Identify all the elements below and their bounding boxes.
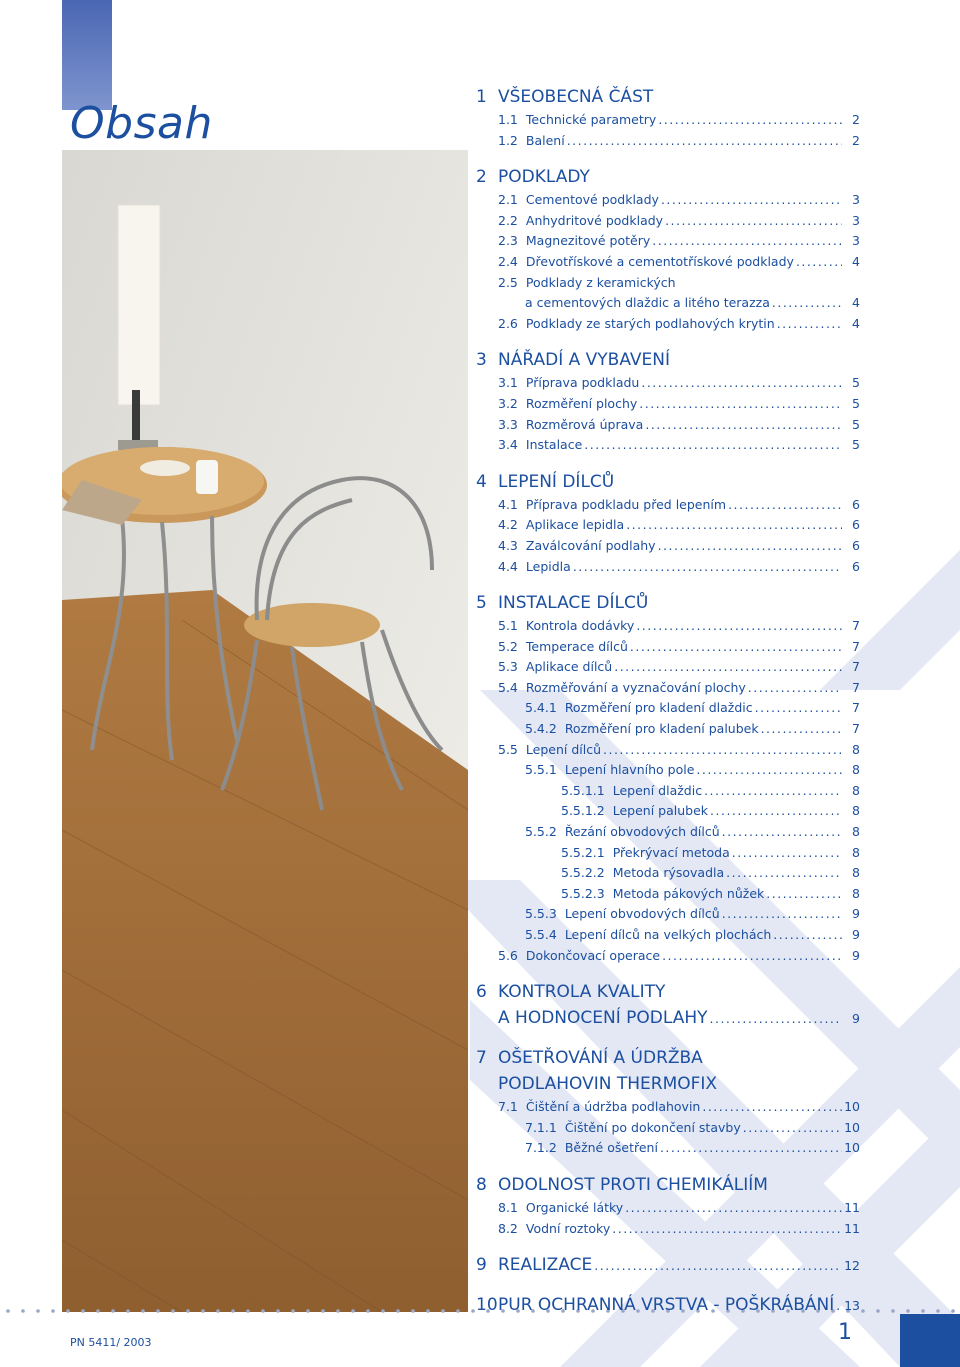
section-number: 5 — [476, 593, 487, 614]
section-number: 3 — [476, 350, 487, 371]
dot-leader — [652, 231, 842, 252]
dot-leader — [625, 1198, 842, 1219]
dot — [6, 1309, 10, 1313]
dot — [336, 1309, 340, 1313]
dot-leader — [743, 1118, 842, 1139]
toc-entry[interactable] — [476, 719, 860, 740]
toc-section — [476, 1292, 860, 1319]
entry-number: 5.5.2.1 — [561, 844, 605, 860]
entry-title: Technické parametry — [525, 112, 657, 127]
dot — [246, 1309, 250, 1313]
entry-number: 5.4 — [498, 679, 518, 695]
entry-title: Cementové podklady — [525, 192, 659, 208]
toc-entry[interactable] — [476, 536, 860, 557]
dot-leader — [645, 415, 842, 436]
dot-leader — [796, 252, 842, 273]
dot-leader — [639, 394, 842, 415]
page-ref: 6 — [852, 558, 860, 574]
entry-number: 4.4 — [498, 558, 518, 574]
dot-leader — [567, 131, 842, 152]
table-of-contents — [476, 84, 860, 1319]
toc-entry[interactable] — [476, 495, 860, 516]
toc-entry[interactable] — [476, 740, 860, 761]
page-ref: 12 — [844, 1258, 860, 1274]
page-ref: 11 — [844, 1199, 860, 1215]
toc-section-heading[interactable] — [476, 590, 860, 616]
dot-leader — [641, 373, 842, 394]
entry-number: 5.3 — [498, 659, 518, 675]
entry-title: Podklady ze starých podlahových krytin — [525, 315, 775, 331]
entry-number: 7.1.1 — [525, 1119, 557, 1135]
dot-leader — [777, 314, 842, 335]
section-number — [476, 1071, 498, 1097]
entry-number: 5.5 — [498, 741, 518, 757]
entry-number: 5.5.2.3 — [561, 885, 605, 901]
entry-title: Rozměřování a vyznačování plochy — [525, 679, 746, 695]
dot — [156, 1309, 160, 1313]
toc-entry[interactable] — [476, 616, 860, 637]
entry-number: 8.1 — [498, 1199, 518, 1215]
dot — [441, 1309, 445, 1313]
page-ref: 6 — [852, 517, 860, 533]
entry-title: Temperace dílců — [525, 638, 628, 654]
dot-leader — [661, 190, 842, 211]
entry-title: Běžné ošetření — [564, 1140, 658, 1156]
section-gap — [476, 1032, 860, 1045]
entry-number: 3.4 — [498, 437, 518, 453]
toc-entry[interactable] — [476, 863, 860, 884]
toc-section-heading[interactable] — [476, 1045, 860, 1071]
page-ref: 8 — [852, 803, 860, 819]
dot-leader — [704, 781, 842, 802]
page-ref: 8 — [852, 844, 860, 860]
dot — [351, 1309, 355, 1313]
dot — [306, 1309, 310, 1313]
section-title: PODKLADY — [498, 167, 590, 188]
dot — [201, 1309, 205, 1313]
entry-title: a cementových dlaždic a litého terazza — [525, 295, 770, 311]
page-ref: 3 — [852, 192, 860, 208]
dot-leader — [726, 863, 842, 884]
entry-number: 5.5.2 — [525, 824, 557, 840]
page-ref: 7 — [852, 679, 860, 695]
dot-leader — [630, 637, 842, 658]
toc-entry[interactable] — [476, 1118, 860, 1139]
dot-leader — [658, 110, 842, 131]
dot — [96, 1309, 100, 1313]
entry-title: Metoda rýsovadla — [612, 865, 725, 881]
toc-section-heading[interactable] — [476, 164, 860, 190]
toc-entry[interactable] — [476, 252, 860, 273]
section-gap — [476, 1279, 860, 1292]
entry-title: Aplikace lepidla — [525, 517, 625, 533]
section-gap — [476, 966, 860, 979]
page-ref: 5 — [852, 395, 860, 411]
toc-section — [476, 1045, 860, 1159]
dot-leader — [584, 435, 842, 456]
toc-entry[interactable] — [476, 1097, 860, 1118]
entry-title: Překrývací metoda — [612, 844, 730, 860]
toc-entry[interactable] — [476, 781, 860, 802]
dot — [21, 1309, 25, 1313]
dot-leader — [696, 760, 842, 781]
toc-section — [476, 979, 860, 1032]
dot — [411, 1309, 415, 1313]
dot-leader — [614, 657, 842, 678]
section-gap — [476, 151, 860, 164]
page-ref: 9 — [852, 1011, 860, 1027]
dot — [171, 1309, 175, 1313]
dot — [876, 1309, 880, 1313]
section-gap — [476, 334, 860, 347]
page-ref: 7 — [852, 700, 860, 716]
section-gap — [476, 1159, 860, 1172]
page-ref: 9 — [852, 947, 860, 963]
entry-title: Lepení obvodových dílců — [564, 906, 720, 922]
dot — [261, 1309, 265, 1313]
toc-entry[interactable] — [476, 760, 860, 781]
toc-section-heading[interactable] — [476, 1071, 860, 1097]
page-ref: 2 — [852, 132, 860, 148]
toc-entry[interactable] — [476, 946, 860, 967]
dot — [906, 1309, 910, 1313]
entry-number: 2.3 — [498, 233, 518, 249]
dot — [921, 1309, 925, 1313]
section-title: NÁŘADÍ A VYBAVENÍ — [498, 350, 670, 371]
entry-number: 7.1 — [498, 1099, 518, 1115]
dot — [381, 1309, 385, 1313]
dot — [111, 1309, 115, 1313]
toc-entry[interactable] — [476, 110, 860, 131]
entry-number: 2.2 — [498, 212, 518, 228]
entry-number: 3.1 — [498, 375, 518, 391]
entry-number: 5.5.1.2 — [561, 803, 605, 819]
toc-entry[interactable] — [476, 273, 860, 294]
dot — [471, 1309, 475, 1313]
entry-number: 5.2 — [498, 638, 518, 654]
dot-leader — [722, 904, 842, 925]
toc-section-heading[interactable] — [476, 1005, 860, 1032]
entry-title: Dokončovací operace — [525, 947, 661, 963]
dot — [126, 1309, 130, 1313]
toc-entry[interactable] — [476, 394, 860, 415]
dot-leader — [662, 946, 842, 967]
section-title: VŠEOBECNÁ ČÁST — [498, 87, 654, 107]
page-ref: 7 — [852, 721, 860, 737]
entry-number: 5.5.1 — [525, 762, 557, 778]
toc-entry[interactable] — [476, 373, 860, 394]
page-ref: 6 — [852, 537, 860, 553]
section-title: REALIZACE — [498, 1255, 593, 1276]
entry-number: 8.2 — [498, 1220, 518, 1236]
entry-title: Aplikace dílců — [525, 659, 613, 675]
section-title: PUR OCHRANNÁ VRSTVA - POŠKRÁBÁNÍ — [498, 1295, 835, 1316]
entry-title: Řezání obvodových dílců — [564, 824, 720, 840]
dot — [396, 1309, 400, 1313]
toc-entry[interactable] — [476, 190, 860, 211]
section-number: 10 — [476, 1295, 498, 1316]
entry-number: 7.1.2 — [525, 1140, 557, 1156]
toc-entry[interactable] — [476, 884, 860, 905]
dot — [216, 1309, 220, 1313]
entry-number: 1.2 — [498, 132, 518, 148]
page-ref: 10 — [844, 1099, 860, 1115]
dot — [36, 1309, 40, 1313]
page-ref: 7 — [852, 638, 860, 654]
entry-title: Rozměření pro kladení palubek — [564, 721, 759, 737]
dot-leader — [748, 678, 842, 699]
dot-leader — [603, 740, 842, 761]
page-ref: 8 — [852, 782, 860, 798]
dot — [66, 1309, 70, 1313]
page-ref: 8 — [852, 824, 860, 840]
page-number-box — [900, 1314, 960, 1367]
dot — [426, 1309, 430, 1313]
page-ref: 5 — [852, 416, 860, 432]
toc-entry[interactable] — [476, 415, 860, 436]
toc-entry[interactable] — [476, 557, 860, 578]
toc-section-heading[interactable] — [476, 979, 860, 1005]
toc-entry[interactable] — [476, 515, 860, 536]
toc-section-heading[interactable] — [476, 347, 860, 373]
toc-entry[interactable] — [476, 293, 860, 314]
section-title: PODLAHOVIN THERMOFIX — [498, 1074, 718, 1095]
entry-title: Lepení dlaždic — [612, 782, 703, 798]
entry-number: 5.5.4 — [525, 927, 557, 942]
section-number: 1 — [476, 87, 487, 107]
dot — [81, 1309, 85, 1313]
toc-entry[interactable] — [476, 231, 860, 252]
section-number: 6 — [476, 982, 487, 1003]
page-ref: 2 — [852, 112, 860, 127]
section-gap — [476, 1239, 860, 1252]
entry-title: Metoda pákových nůžek — [612, 885, 765, 901]
dot-leader — [732, 843, 842, 864]
dot-leader — [660, 1138, 842, 1159]
entry-title: Příprava podkladu před lepením — [525, 496, 727, 512]
entry-number: 2.5 — [498, 274, 518, 290]
dot-leader — [772, 293, 842, 314]
entry-number: 2.4 — [498, 253, 518, 269]
section-title: ODOLNOST PROTI CHEMIKÁLIÍM — [498, 1174, 768, 1195]
toc-section — [476, 84, 860, 151]
dot-leader — [766, 884, 842, 905]
entry-title: Lepení dílců na velkých plochách — [564, 927, 772, 942]
entry-number: 4.2 — [498, 517, 518, 533]
page-ref: 5 — [852, 437, 860, 453]
entry-title: Organické látky — [525, 1199, 624, 1215]
toc-entry[interactable] — [476, 801, 860, 822]
toc-section-heading[interactable] — [476, 469, 860, 495]
dot — [51, 1309, 55, 1313]
page-ref: 13 — [844, 1298, 860, 1314]
dot-leader — [594, 1253, 842, 1279]
dot-leader — [710, 1006, 842, 1032]
entry-title: Rozměření pro kladení dlaždic — [564, 700, 753, 716]
dot — [186, 1309, 190, 1313]
page-ref: 8 — [852, 885, 860, 901]
page-ref: 5 — [852, 375, 860, 391]
entry-title: Příprava podkladu — [525, 375, 640, 391]
dot-leader — [755, 698, 842, 719]
dot-leader — [728, 495, 842, 516]
entry-number: 3.3 — [498, 416, 518, 432]
page-title: Obsah — [70, 98, 213, 149]
page-ref: 3 — [852, 233, 860, 249]
entry-title: Podklady z keramických — [525, 274, 676, 290]
dot — [231, 1309, 235, 1313]
entry-number: 3.2 — [498, 395, 518, 411]
toc-entry[interactable] — [476, 131, 860, 152]
header-accent-bar — [62, 0, 112, 110]
toc-entry[interactable] — [476, 1138, 860, 1159]
toc-entry[interactable] — [476, 1198, 860, 1219]
entry-title: Lepení dílců — [525, 741, 601, 757]
dot-leader — [573, 557, 842, 578]
entry-number: 5.1 — [498, 618, 518, 634]
toc-section-heading[interactable] — [476, 1172, 860, 1198]
page-ref: 8 — [852, 762, 860, 778]
entry-number: 5.6 — [498, 947, 518, 963]
entry-title: Anhydritové podklady — [525, 212, 664, 228]
dot — [141, 1309, 145, 1313]
page-ref: 9 — [852, 906, 860, 922]
entry-title: Rozměrová úprava — [525, 416, 644, 432]
page-ref: 9 — [852, 927, 860, 942]
section-title: LEPENÍ DÍLCŮ — [498, 471, 615, 492]
entry-title: Dřevotřískové a cementotřískové podklady — [525, 253, 794, 269]
page-ref: 4 — [852, 253, 860, 269]
page-ref: 7 — [852, 659, 860, 675]
page-ref: 4 — [852, 295, 860, 311]
entry-title: Rozměření plochy — [525, 395, 638, 411]
toc-entry[interactable] — [476, 211, 860, 232]
entry-title: Vodní roztoky — [525, 1220, 611, 1236]
dot-leader — [636, 616, 842, 637]
page-ref: 8 — [852, 865, 860, 881]
dot-leader — [626, 515, 842, 536]
toc-entry[interactable] — [476, 904, 860, 925]
section-gap — [476, 456, 860, 469]
dot — [456, 1309, 460, 1313]
document-id: PN 5411/ 2003 — [70, 1336, 152, 1349]
entry-number: 2.6 — [498, 315, 518, 331]
page-ref: 4 — [852, 315, 860, 331]
section-number: 7 — [476, 1048, 487, 1069]
dot — [891, 1309, 895, 1313]
page-ref: 11 — [844, 1220, 860, 1236]
page-ref: 10 — [844, 1119, 860, 1135]
toc-section — [476, 164, 860, 334]
entry-title: Lepidla — [525, 558, 571, 574]
dot — [291, 1309, 295, 1313]
dot — [366, 1309, 370, 1313]
toc-entry[interactable] — [476, 314, 860, 335]
page-ref: 3 — [852, 212, 860, 228]
toc-entry[interactable] — [476, 657, 860, 678]
toc-section-heading[interactable] — [476, 1292, 860, 1319]
dot-leader — [658, 536, 842, 557]
section-title: KONTROLA KVALITY — [498, 982, 666, 1003]
interior-photo — [62, 150, 468, 1312]
entry-number: 5.5.2.2 — [561, 865, 605, 881]
section-title: INSTALACE DÍLCŮ — [498, 593, 649, 614]
page-ref: 8 — [852, 741, 860, 757]
page-ref: 7 — [852, 618, 860, 634]
entry-title: Lepení hlavního pole — [564, 762, 695, 778]
toc-entry[interactable] — [476, 843, 860, 864]
page-ref: 10 — [844, 1140, 860, 1156]
section-number: 2 — [476, 167, 487, 188]
toc-section — [476, 469, 860, 577]
toc-section — [476, 1172, 860, 1239]
dot — [951, 1309, 955, 1313]
dot — [936, 1309, 940, 1313]
entry-title: Zaválcování podlahy — [525, 537, 656, 553]
section-title: OŠETŘOVÁNÍ A ÚDRŽBA — [498, 1048, 703, 1069]
entry-number: 2.1 — [498, 192, 518, 208]
toc-entry[interactable] — [476, 678, 860, 699]
entry-number: 5.5.3 — [525, 906, 557, 922]
entry-number: 5.5.1.1 — [561, 782, 605, 798]
section-gap — [476, 577, 860, 590]
entry-title: Čištění po dokončení stavby — [564, 1119, 741, 1135]
entry-title: Instalace — [525, 437, 583, 453]
toc-entry[interactable] — [476, 698, 860, 719]
dot-leader — [702, 1097, 842, 1118]
dot-leader — [665, 211, 842, 232]
dot — [321, 1309, 325, 1313]
page-ref: 6 — [852, 496, 860, 512]
dot-leader — [761, 719, 842, 740]
toc-entry[interactable] — [476, 435, 860, 456]
toc-entry[interactable] — [476, 1219, 860, 1240]
toc-entry[interactable] — [476, 925, 860, 946]
entry-number: 4.1 — [498, 496, 518, 512]
toc-entry[interactable] — [476, 822, 860, 843]
toc-section-heading[interactable] — [476, 84, 860, 110]
entry-number: 4.3 — [498, 537, 518, 553]
toc-section-heading[interactable] — [476, 1252, 860, 1279]
section-number: 9 — [476, 1255, 487, 1276]
section-title: A HODNOCENÍ PODLAHY — [498, 1008, 708, 1029]
entry-title: Lepení palubek — [612, 803, 709, 819]
toc-entry[interactable] — [476, 637, 860, 658]
dot-leader — [710, 801, 842, 822]
section-number: 4 — [476, 471, 487, 492]
entry-number: 1.1 — [498, 112, 518, 127]
dot — [861, 1309, 865, 1313]
section-number: 8 — [476, 1174, 487, 1195]
dot — [276, 1309, 280, 1313]
entry-title: Čištění a údržba podlahovin — [525, 1099, 701, 1115]
entry-title: Balení — [525, 132, 565, 148]
entry-title: Kontrola dodávky — [525, 618, 635, 634]
entry-title: Magnezitové potěry — [525, 233, 651, 249]
toc-section — [476, 1252, 860, 1279]
entry-number: 5.4.1 — [525, 700, 557, 716]
dot-leader — [773, 925, 842, 946]
toc-section — [476, 590, 860, 966]
entry-number: 5.4.2 — [525, 721, 557, 737]
dot-leader — [836, 1293, 842, 1319]
dot-leader — [612, 1219, 842, 1240]
dot-leader — [722, 822, 842, 843]
page-number: 1 — [838, 1320, 852, 1345]
toc-section — [476, 347, 860, 455]
